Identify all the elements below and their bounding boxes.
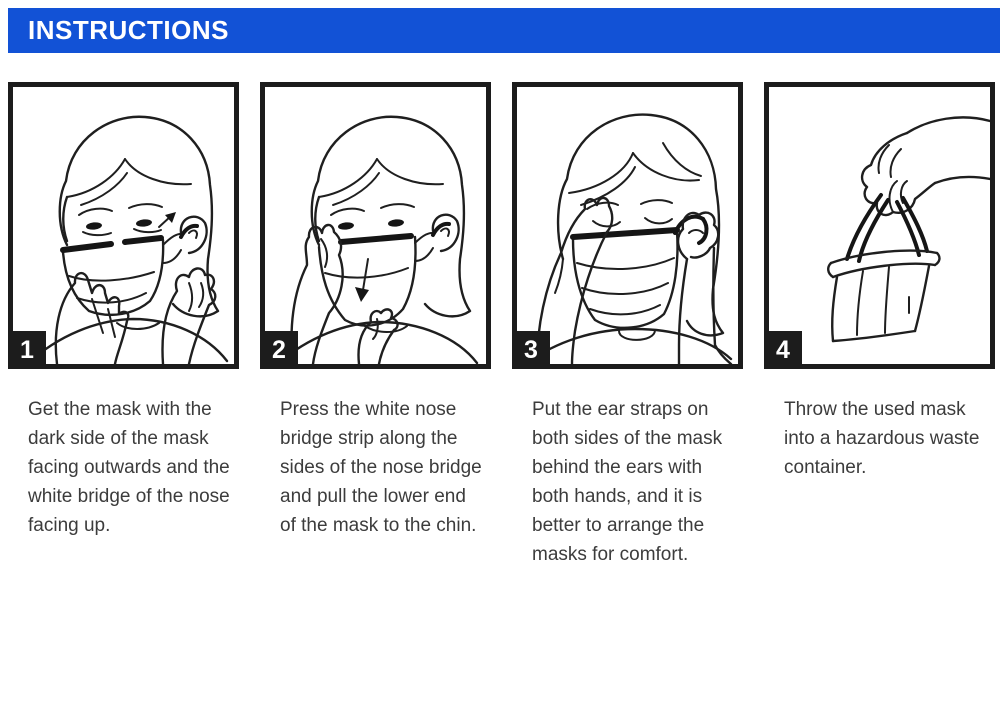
step-4-caption: Throw the used mask into a hazardous waste container. [784,399,980,478]
step-2-illustration [265,87,486,364]
step-3-panel [512,82,743,369]
step-2-panel [260,82,491,369]
step-3-illustration [517,87,738,364]
step-3-number-badge: 3 [512,331,550,369]
step-2-number-badge: 2 [260,331,298,369]
instructions-banner [8,8,1000,53]
step-4-panel [764,82,995,369]
page-title: INSTRUCTIONS [28,15,229,45]
step-1-caption: Get the mask with the dark side of the mask facing outwards and the white bridge of the nose facing up. [28,399,230,536]
step-captions-row [8,395,995,569]
step-4-illustration [769,87,990,364]
step-1-number-badge: 1 [8,331,46,369]
step-4-number-badge: 4 [764,331,802,369]
step-1-panel [8,82,239,369]
step-panels-row [8,82,995,369]
step-3-caption: Put the ear straps on both sides of the mask behind the ears with both hands, and it is better to arrange the masks for comfort. [532,399,723,565]
step-1-illustration [13,87,234,364]
step-2-caption: Press the white nose bridge strip along the sides of the nose bridge and pull the lower end of the mask to the chin. [280,399,482,536]
